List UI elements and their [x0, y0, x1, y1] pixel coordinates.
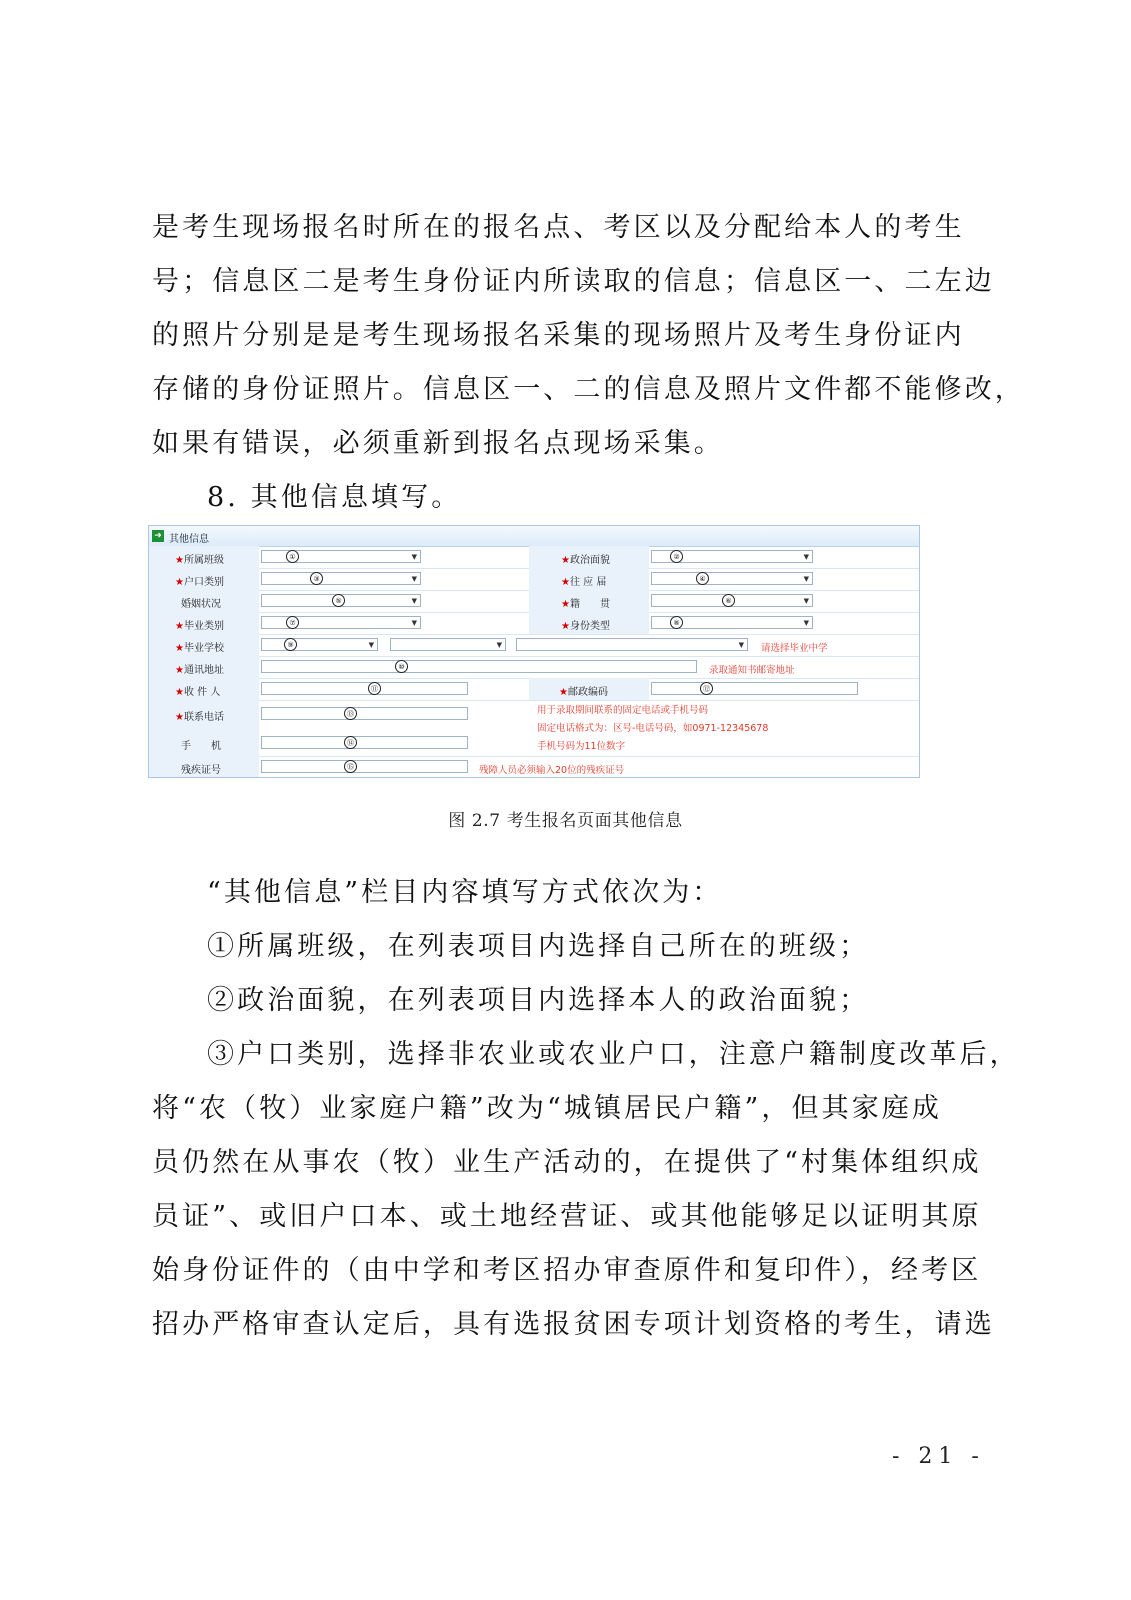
marriage-label: 婚姻状况 — [181, 599, 221, 610]
disability-input[interactable] — [261, 760, 468, 773]
school-label: ★毕业学校 — [175, 643, 224, 654]
callout-number: ⑩ — [395, 660, 408, 673]
text-line: 如果有错误，必须重新到报名点现场采集。 — [152, 428, 724, 459]
text-line: 招办严格审查认定后，具有选报贫困专项计划资格的考生，请选 — [152, 1309, 995, 1340]
chevron-down-icon: ▼ — [411, 597, 417, 605]
marriage-select[interactable] — [261, 594, 421, 607]
phone-hint: 用于录取期间联系的固定电话或手机号码 — [537, 705, 709, 716]
callout-number: ⑦ — [286, 616, 299, 629]
text-line: 员证”、或旧户口本、或土地经营证、或其他能够足以证明其原 — [152, 1201, 982, 1232]
callout-number: ⑬ — [344, 707, 357, 720]
school-select[interactable] — [516, 638, 748, 651]
political-label: ★政治面貌 — [561, 555, 610, 566]
native-label: ★籍 贯 — [561, 599, 610, 610]
postcode-label: ★邮政编码 — [559, 687, 608, 698]
text-line: 将“农（牧）业家庭户籍”改为“城镇居民户籍”，但其家庭成 — [152, 1093, 943, 1124]
page-number: - 21 - — [892, 1444, 985, 1469]
disability-hint: 残障人员必须输入20位的残疾证号 — [479, 765, 625, 776]
figure-caption: 图 2.7 考生报名页面其他信息 — [448, 811, 683, 831]
callout-number: ④ — [696, 572, 709, 585]
chevron-down-icon: ▼ — [803, 575, 809, 583]
text-line: 存储的身份证照片。信息区一、二的信息及照片文件都不能修改， — [152, 374, 1025, 405]
chevron-down-icon: ▼ — [803, 619, 809, 627]
callout-number: ⑫ — [700, 682, 713, 695]
chevron-down-icon: ▼ — [411, 619, 417, 627]
callout-number: ⑤ — [332, 594, 345, 607]
text-line: 号；信息区二是考生身份证内所读取的信息；信息区一、二左边 — [152, 266, 995, 297]
grad-type-label: ★毕业类别 — [175, 621, 224, 632]
callout-number: ③ — [310, 572, 323, 585]
text-line: 始身份证件的（由中学和考区招办审查原件和复印件），经考区 — [152, 1255, 982, 1286]
form-row — [149, 656, 919, 679]
id-type-select[interactable] — [651, 616, 813, 629]
address-label: ★通讯地址 — [175, 665, 224, 676]
form-row — [149, 590, 919, 613]
callout-number: ⑨ — [284, 638, 297, 651]
text-line: 是考生现场报名时所在的报名点、考区以及分配给本人的考生 — [152, 212, 965, 243]
id-type-label: ★身份类型 — [561, 621, 610, 632]
school-county-select[interactable] — [390, 638, 506, 651]
hukou-select[interactable] — [261, 572, 421, 585]
other-info-form — [148, 525, 920, 778]
fresh-select[interactable] — [651, 572, 813, 585]
grad-type-select[interactable] — [261, 616, 421, 629]
callout-number: ⑭ — [344, 736, 357, 749]
postcode-input[interactable] — [651, 682, 858, 695]
hukou-label: ★户口类别 — [175, 577, 224, 588]
text-line: “其他信息”栏目内容填写方式依次为： — [207, 877, 723, 908]
form-title: 其他信息 — [169, 534, 209, 545]
form-row — [149, 546, 919, 569]
text-line: ③户口类别，选择非农业或农业户口，注意户籍制度改革后， — [207, 1039, 1020, 1070]
mobile-label: 手 机 — [181, 741, 221, 752]
class-select[interactable] — [261, 550, 421, 563]
chevron-down-icon: ▼ — [803, 597, 809, 605]
chevron-down-icon: ▼ — [803, 553, 809, 561]
chevron-down-icon: ▼ — [738, 641, 744, 649]
form-row — [149, 678, 919, 701]
address-input[interactable] — [261, 660, 697, 673]
text-line: ①所属班级，在列表项目内选择自己所在的班级； — [207, 931, 870, 962]
chevron-down-icon: ▼ — [368, 641, 374, 649]
paragraph-top — [152, 201, 1025, 525]
callout-number: ⑧ — [670, 616, 683, 629]
school-region-select[interactable] — [261, 638, 378, 651]
arrow-right-icon: ➜ — [152, 530, 164, 542]
political-select[interactable] — [651, 550, 813, 563]
text-line: ②政治面貌，在列表项目内选择本人的政治面貌； — [207, 985, 870, 1016]
native-select[interactable] — [651, 594, 813, 607]
form-row — [149, 634, 919, 657]
section-heading: 8. 其他信息填写。 — [207, 482, 462, 513]
phone-input[interactable] — [261, 707, 468, 720]
disability-label: 残疾证号 — [181, 765, 221, 776]
recipient-label: ★收 件 人 — [175, 687, 221, 698]
form-header — [149, 526, 919, 547]
callout-number: ⑮ — [344, 760, 357, 773]
fresh-label: ★往 应 届 — [561, 577, 607, 588]
recipient-input[interactable] — [261, 682, 468, 695]
chevron-down-icon: ▼ — [411, 575, 417, 583]
phone-hint: 固定电话格式为：区号-电话号码，如0971-12345678 — [537, 723, 769, 734]
chevron-down-icon: ▼ — [496, 641, 502, 649]
form-row — [149, 568, 919, 591]
phone-label: ★联系电话 — [175, 712, 224, 723]
form-row — [149, 700, 919, 757]
callout-number: ② — [670, 550, 683, 563]
form-row — [149, 612, 919, 635]
mobile-input[interactable] — [261, 736, 468, 749]
phone-hint: 手机号码为11位数字 — [537, 741, 626, 752]
form-row — [149, 756, 919, 778]
callout-number: ⑥ — [722, 594, 735, 607]
text-line: 的照片分别是是考生现场报名采集的现场照片及考生身份证内 — [152, 320, 965, 351]
class-label: ★所属班级 — [175, 555, 224, 566]
address-hint: 录取通知书邮寄地址 — [709, 665, 795, 676]
callout-number: ⑪ — [368, 682, 381, 695]
paragraph-bottom — [152, 866, 1020, 1352]
text-line: 员仍然在从事农（牧）业生产活动的，在提供了“村集体组织成 — [152, 1147, 982, 1178]
school-hint: 请选择毕业中学 — [761, 643, 828, 654]
callout-number: ① — [286, 550, 299, 563]
chevron-down-icon: ▼ — [411, 553, 417, 561]
